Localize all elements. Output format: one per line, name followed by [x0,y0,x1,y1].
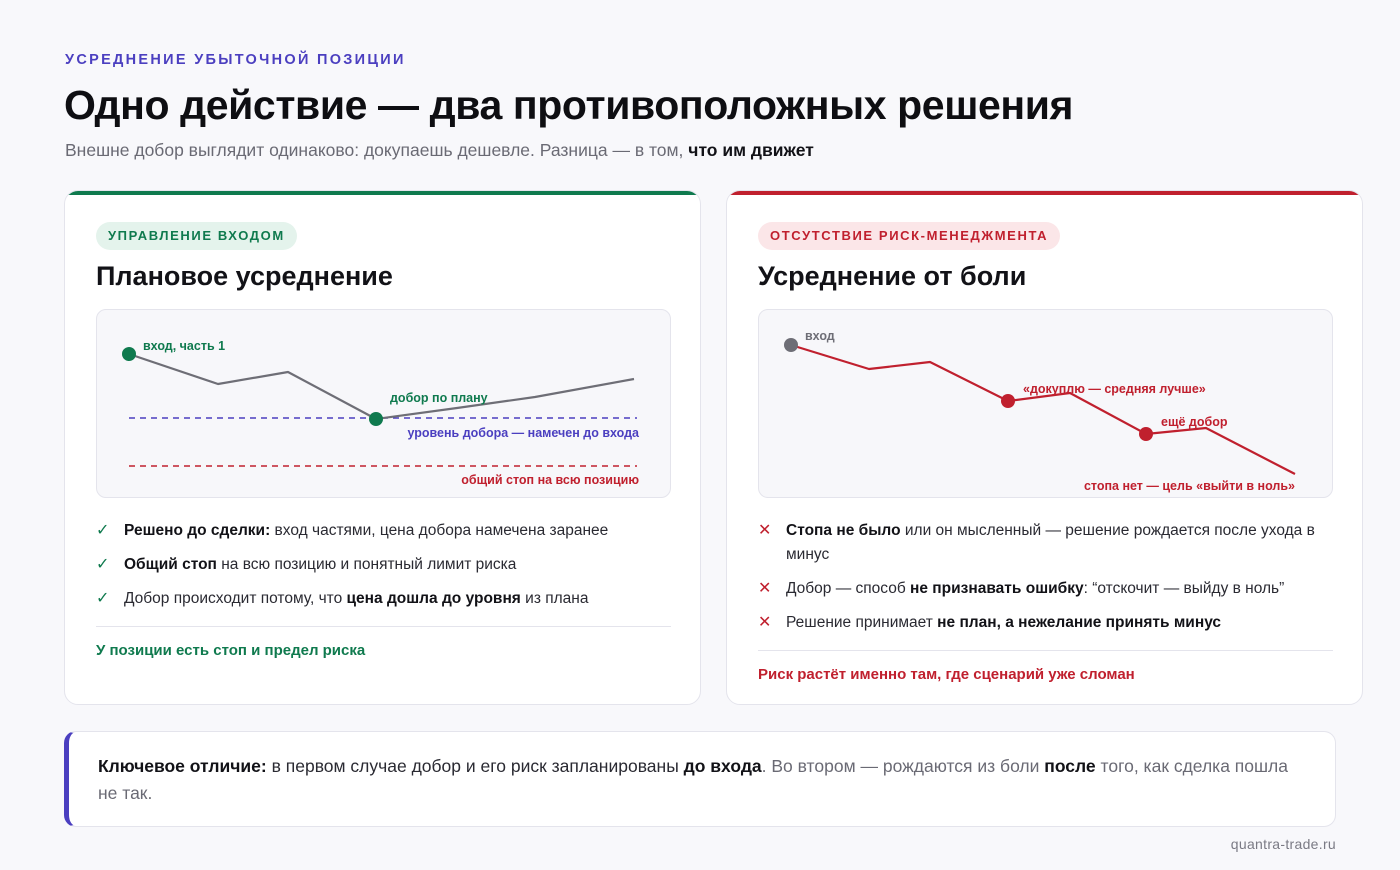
key-emphasis: после [1044,756,1096,776]
planned-chart [96,309,671,498]
planned-points-list [96,519,671,621]
second-add-point [1139,427,1153,441]
item-text: Решение принимает [786,614,938,631]
pain-chart [758,309,1333,498]
add-level-label: уровень добора — намечен до входа [407,426,639,440]
second-add-label: ещё добор [1161,415,1228,429]
price-path [791,345,1295,474]
card-badge: УПРАВЛЕНИЕ ВХОДОМ [96,222,297,250]
item-emphasis: не признавать ошибку [910,580,1084,597]
check-icon: ✓ [96,590,110,607]
list-item [758,519,1333,567]
price-path [129,354,634,419]
check-icon: ✓ [96,522,110,539]
item-emphasis: Стопа не было [786,522,901,539]
card-badge: ОТСУТСТВИЕ РИСК-МЕНЕДЖМЕНТА [758,222,1060,250]
page-subtitle [65,140,814,161]
card-title: Усреднение от боли [758,261,1027,291]
divider [758,650,1333,651]
no-stop-label: стопа нет — цель «выйти в ноль» [1083,479,1295,493]
first-add-point [1001,394,1015,408]
key-text: в первом случае добор и его риск запланированы [266,756,684,776]
entry-point [784,338,798,352]
key-label: Ключевое отличие: [98,756,267,776]
list-item [758,611,1333,635]
pain-chart-svg [759,310,1334,499]
planned-add-point [369,412,383,426]
page-title: Одно действие — два противоположных решения [64,82,1074,128]
card-footer-note: Риск растёт именно там, где сценарий уже сломан [758,666,1135,683]
planned-chart-svg [97,310,672,499]
card-title: Плановое усреднение [96,261,393,291]
item-text: : “отскочит — выйду в ноль” [1083,580,1285,597]
divider [96,626,671,627]
key-difference-callout [64,731,1336,827]
stop-label: общий стоп на всю позицию [461,473,639,487]
planned-add-label: добор по плану [390,391,488,405]
cross-icon: ✕ [758,580,772,597]
entry-label: вход, часть 1 [143,339,226,353]
planned-averaging-card [64,190,701,705]
item-text: вход частями, цена добора намечена заранее [270,522,609,539]
item-emphasis: Решено до сделки: [124,522,271,539]
cross-icon: ✕ [758,614,772,631]
pain-points-list [758,519,1333,645]
source-credit: quantra-trade.ru [1230,836,1336,852]
list-item [96,587,671,611]
key-emphasis: до входа [683,756,762,776]
item-emphasis: Общий стоп [124,556,217,573]
check-icon: ✓ [96,556,110,573]
item-emphasis: не план, а нежелание принять минус [937,614,1222,631]
item-text: или он мысленный — решение рождается после ухода в минус [786,522,1315,563]
cross-icon: ✕ [758,522,772,539]
list-item [96,553,671,577]
subtitle-text: Внешне добор выглядит одинаково: докупаешь дешевле. Разница — в том, [65,140,689,160]
first-add-label: «докуплю — средняя лучше» [1023,382,1206,396]
subtitle-emphasis: что им движет [688,140,814,160]
item-text: из плана [520,590,589,607]
item-text: Добор — способ [786,580,911,597]
entry-label: вход [805,329,835,343]
list-item [758,577,1333,601]
item-text: на всю позицию и понятный лимит риска [216,556,517,573]
item-text: Добор происходит потому, что [124,590,347,607]
list-item [96,519,671,543]
item-emphasis: цена дошла до уровня [346,590,521,607]
entry-point [122,347,136,361]
card-footer-note: У позиции есть стоп и предел риска [96,642,366,659]
eyebrow-label: УСРЕДНЕНИЕ УБЫТОЧНОЙ ПОЗИЦИИ [65,52,406,68]
key-text: . Во втором — рождаются из боли [761,756,1045,776]
key-text: того, как сделка пошла не так. [98,756,1288,803]
pain-averaging-card [726,190,1363,705]
